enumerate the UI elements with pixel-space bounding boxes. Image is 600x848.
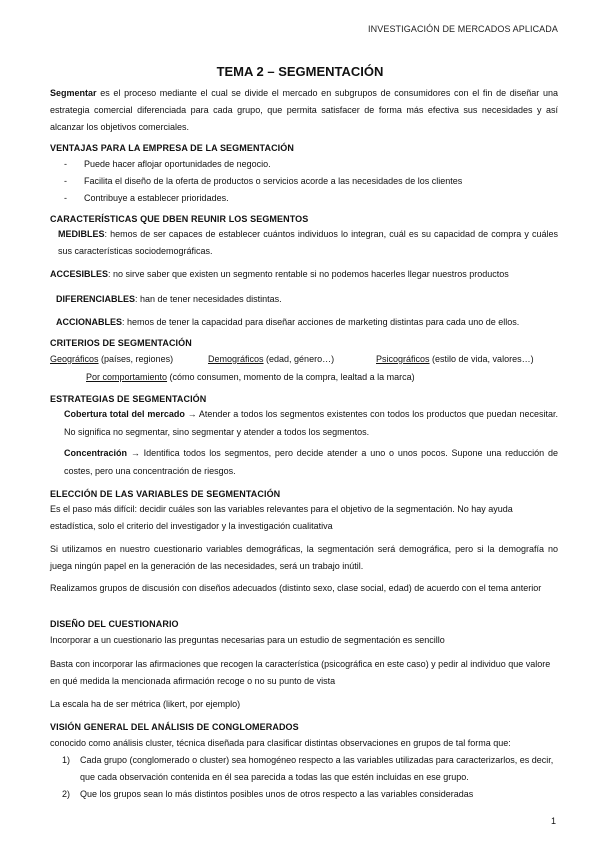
caracteristica-term: ACCESIBLES <box>50 269 109 279</box>
estrategia-item <box>64 405 558 441</box>
diseno-paragraph: La escala ha de ser métrica (likert, por ejemplo) <box>50 699 241 709</box>
list-item: - Facilita el diseño de la oferta de productos o servicios acorde a las necesidades de los clientes <box>50 173 558 190</box>
intro-term: Segmentar <box>50 88 97 98</box>
vision-heading: VISIÓN GENERAL DEL ANÁLISIS DE CONGLOMERADOS <box>50 722 299 732</box>
diseno-heading: DISEÑO DEL CUESTIONARIO <box>50 619 179 629</box>
estrategia-text: Identifica todos los segmentos, pero decide atender a uno o unos pocos. Supone una reducción de costes, pero una concentración de riesgos. <box>64 448 558 476</box>
arrow-icon: → <box>127 448 144 458</box>
running-header: INVESTIGACIÓN DE MERCADOS APLICADA <box>368 24 558 34</box>
eleccion-paragraph: Realizamos grupos de discusión con diseños adecuados (distinto sexo, clase social, edad) de acuerdo con el tema anterior <box>50 583 542 593</box>
caracteristica-term: DIFERENCIABLES <box>56 294 136 304</box>
vision-paragraph: conocido como análisis cluster, técnica diseñada para clasificar distintas observaciones en grupos de tal forma que: <box>50 738 511 748</box>
ventajas-list <box>50 156 558 207</box>
caracteristica-item <box>56 314 566 331</box>
criterio-term: Demográficos <box>208 354 264 364</box>
caracteristica-text: : hemos de ser capaces de establecer cuántos individuos lo integran, cuál es su capacidad de compra y cuáles sus características sociodemográficas. <box>58 229 558 256</box>
list-item <box>50 786 558 803</box>
criterio-item <box>376 351 566 368</box>
estrategias-heading: ESTRATEGIAS DE SEGMENTACIÓN <box>50 394 207 404</box>
caracteristica-text: : han de tener necesidades distintas. <box>135 294 282 304</box>
list-number: 2) <box>62 789 71 799</box>
caracteristica-text: : no sirve saber que existen un segmento rentable si no podemos hacerles llegar nuestros productos <box>108 269 509 279</box>
caracteristicas-heading: CARACTERÍSTICAS QUE DBEN REUNIR LOS SEGMENTOS <box>50 214 309 224</box>
criterio-text: (cómo consumen, momento de la compra, lealtad a la marca) <box>167 372 415 382</box>
list-number: 1) <box>62 755 71 765</box>
criterio-item <box>86 369 526 386</box>
diseno-paragraph: Incorporar a un cuestionario las preguntas necesarias para un estudio de segmentación es sencillo <box>50 635 445 645</box>
list-item <box>50 752 558 786</box>
list-item: - Contribuye a establecer prioridades. <box>50 190 558 207</box>
arrow-icon: → <box>184 409 199 419</box>
caracteristica-item <box>50 266 570 283</box>
criterio-text: (edad, género…) <box>263 354 335 364</box>
eleccion-heading: ELECCIÓN DE LAS VARIABLES DE SEGMENTACIÓN <box>50 489 281 499</box>
list-text: Que los grupos sean lo más distintos posibles unos de otros respecto a las variables consideradas <box>80 789 474 799</box>
criterio-term: Psicográficos <box>376 354 430 364</box>
eleccion-paragraph: Es el paso más difícil: decidir cuáles son las variables relevantes para el objetivo de la segmentación. No hay ayuda estadística, solo el criterio del investigador y la investigación cualitativa <box>50 504 513 531</box>
intro-paragraph <box>50 85 558 136</box>
criterio-term: Por comportamiento <box>86 372 168 382</box>
page-title: TEMA 2 – SEGMENTACIÓN <box>216 64 384 79</box>
criterio-text: (países, regiones) <box>98 354 174 364</box>
estrategia-term: Concentración <box>64 448 128 458</box>
criterio-text: (estilo de vida, valores…) <box>429 354 534 364</box>
caracteristica-item <box>58 226 558 260</box>
criterio-term: Geográficos <box>50 354 99 364</box>
caracteristica-text: : hemos de tener la capacidad para diseñar acciones de marketing distintas para cada uno de ellos. <box>122 317 520 327</box>
list-text: Cada grupo (conglomerado o cluster) sea homogéneo respecto a las variables utilizadas para caracterizarlos, es decir, que cada observación contenida en él sea parecida a todas las que estén incluidas en ese grupo. <box>80 755 554 782</box>
caracteristica-term: ACCIONABLES <box>56 317 123 327</box>
eleccion-paragraph: Si utilizamos en nuestro cuestionario variables demográficas, la segmentación será demográfica, pero si la demografía no juega ningún papel en la generación de las necesidades, será un trabajo inútil. <box>50 544 558 571</box>
list-item: - Puede hacer aflojar oportunidades de negocio. <box>50 156 558 173</box>
caracteristica-item <box>56 291 556 308</box>
intro-text: es el proceso mediante el cual se divide el mercado en subgrupos de consumidores con el fin de diseñar una estrategia comercial diferenciada para cada grupo, que permita satisfacer de forma más efectiva sus necesidades y así alcanzar los objetivos comerciales. <box>50 88 558 132</box>
estrategia-item <box>64 444 558 480</box>
estrategia-term: Cobertura total del mercado <box>64 409 185 419</box>
vision-list <box>50 752 558 803</box>
caracteristica-term: MEDIBLES <box>58 229 105 239</box>
criterios-heading: CRITERIOS DE SEGMENTACIÓN <box>50 338 192 348</box>
ventajas-heading: VENTAJAS PARA LA EMPRESA DE LA SEGMENTACIÓN <box>50 143 294 153</box>
criterio-item <box>208 351 378 368</box>
diseno-paragraph: Basta con incorporar las afirmaciones que recogen la característica (psicográfica en este caso) y pedir al individuo que valore en qué medida la mencionada afirmación recoge o no su punto de vista <box>50 659 551 686</box>
estrategia-text: Atender a todos los segmentos existentes con todos los productos que puedan necesitar. No significa no segmentar, sino segmentar y atender a todos los segmentos. <box>64 409 558 437</box>
page-number: 1 <box>550 816 556 826</box>
